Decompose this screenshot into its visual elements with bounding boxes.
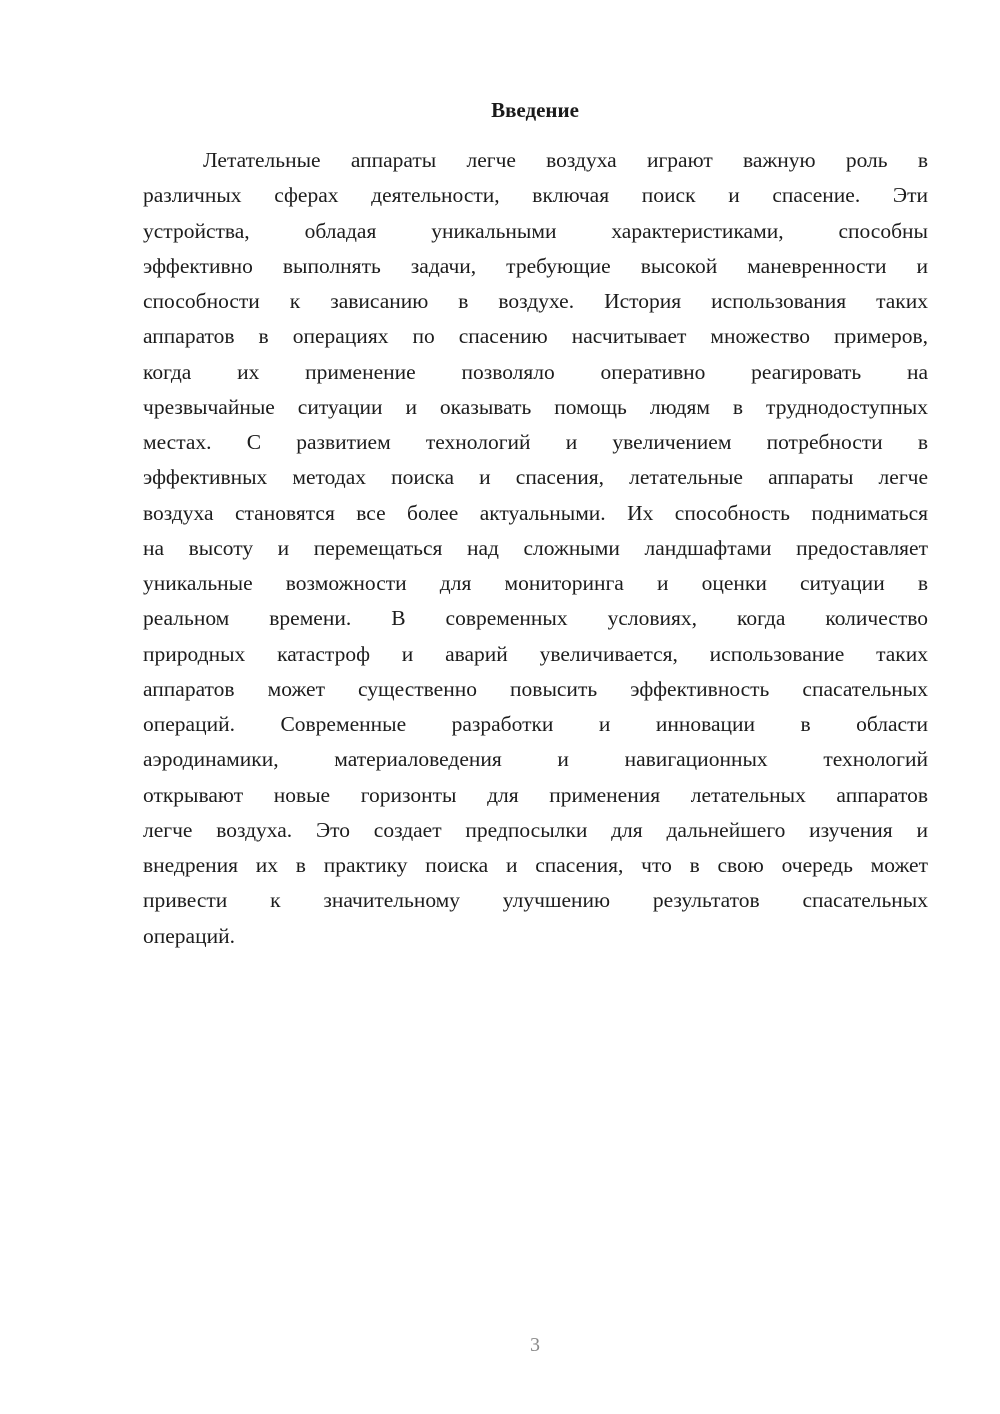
paragraph-line: эффективно выполнять задачи, требующие высокой маневренности и — [143, 253, 928, 278]
paragraph-line: способности к зависанию в воздухе. История использования таких — [143, 289, 928, 313]
paragraph-line: чрезвычайные ситуации и оказывать помощь людям в труднодоступных — [143, 394, 928, 419]
paragraph-line: реальном времени. В современных условиях, когда количество — [143, 606, 928, 631]
paragraph-line: местах. С развитием технологий и увеличением потребности в — [143, 430, 928, 454]
paragraph-line: аэродинамики, материаловедения и навигационных технологий — [143, 747, 928, 772]
paragraph-line: операций. Современные разработки и инновации в области — [143, 712, 928, 736]
paragraph-line: воздуха становятся все более актуальными. Их способность подниматься — [143, 500, 928, 525]
paragraph-line: эффективных методах поиска и спасения, летательные аппараты легче — [143, 465, 928, 490]
paragraph-line: на высоту и перемещаться над сложными ландшафтами предоставляет — [143, 535, 928, 560]
paragraph-line: внедрения их в практику поиска и спасения, что в свою очередь может — [143, 853, 928, 877]
paragraph-line: открывают новые горизонты для применения летательных аппаратов — [143, 782, 928, 807]
paragraph-line: легче воздуха. Это создает предпосылки для дальнейшего изучения и — [143, 817, 928, 842]
paragraph-line: различных сферах деятельности, включая поиск и спасение. Эти — [143, 183, 928, 208]
paragraph-line: аппаратов в операциях по спасению насчитывает множество примеров, — [143, 324, 928, 349]
introduction-paragraph — [143, 143, 928, 954]
paragraph-line: природных катастроф и аварий увеличивается, использование таких — [143, 641, 928, 666]
paragraph-line: уникальные возможности для мониторинга и оценки ситуации в — [143, 571, 928, 595]
paragraph-line: операций. — [143, 923, 235, 948]
paragraph-line: Летательные аппараты легче воздуха играют важную роль в — [203, 148, 928, 172]
page-number: 3 — [530, 1334, 540, 1356]
paragraph-line: аппаратов может существенно повысить эффективность спасательных — [143, 676, 928, 701]
paragraph-line: привести к значительному улучшению результатов спасательных — [143, 888, 928, 913]
page-title: Введение — [491, 98, 579, 122]
paragraph-line: устройства, обладая уникальными характеристиками, способны — [143, 218, 928, 243]
paragraph-line: когда их применение позволяло оперативно реагировать на — [143, 359, 928, 384]
